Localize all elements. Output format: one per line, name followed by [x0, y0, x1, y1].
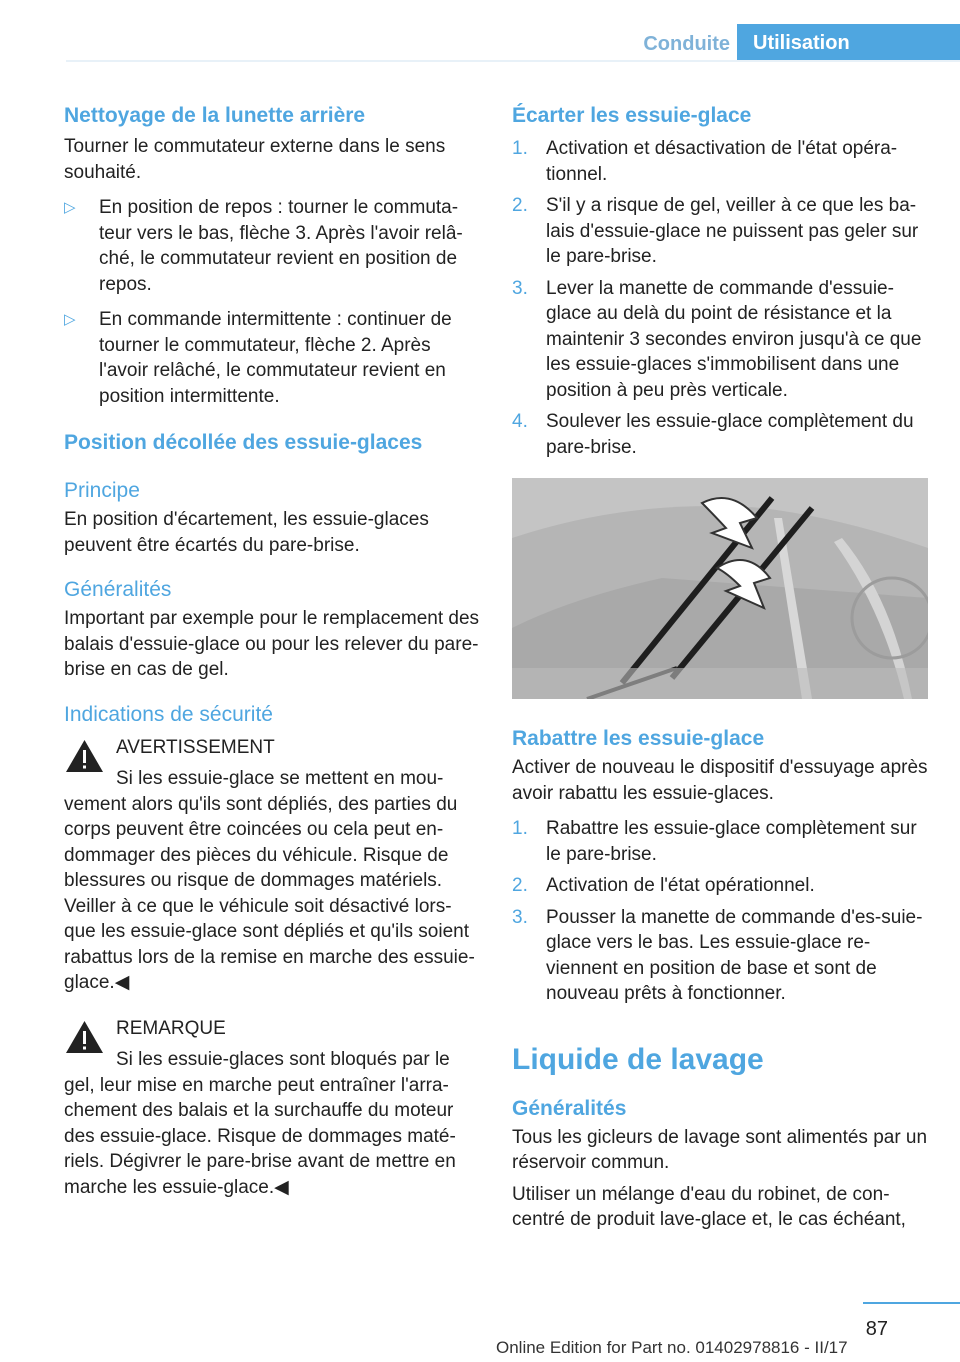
step-text: Activation de l'état opérationnel.	[546, 875, 815, 896]
step-number: 2.	[512, 195, 528, 216]
paragraph: Tourner le commutateur externe dans le sens souhaité.	[64, 136, 446, 183]
paragraph: En position d'écartement, les essuie-glaces peuvent être écartés du pare-brise.	[64, 509, 429, 556]
list-item	[64, 307, 480, 409]
step-number: 2.	[512, 875, 528, 896]
chapter-title-liquide: Liquide de lavage	[512, 1042, 764, 1076]
wiper-illustration	[512, 478, 928, 699]
step-text: Soulever les essuie-glace complètement du pare-brise.	[546, 411, 914, 458]
paragraph: Tous les gicleurs de lavage sont alimentés par un réservoir commun.	[512, 1126, 928, 1173]
paragraph: Important par exemple pour le remplacement des balais d'essuie-glace ou pour les relever du pare-brise en cas de gel.	[64, 608, 480, 680]
triangle-bullet-icon: ▷	[64, 311, 76, 328]
footer-rule	[863, 1302, 960, 1304]
paragraph: Utiliser un mélange d'eau du robinet, de con-centré de produit lave-glace et, le cas échéant,	[512, 1183, 906, 1230]
step-text: S'il y a risque de gel, veiller à ce que les ba-lais d'essuie-glace ne puissent pas geler sur le pare-brise.	[546, 195, 919, 267]
wiper-raised-image	[512, 478, 928, 699]
list-item	[512, 193, 930, 270]
warning-triangle-icon	[64, 737, 105, 775]
notice-block	[64, 1016, 480, 1201]
list-item	[512, 136, 930, 187]
step-text: Rabattre les essuie-glace complètement sur le pare-brise.	[546, 818, 917, 865]
triangle-bullet-icon: ▷	[64, 199, 76, 216]
paragraph: Activer de nouveau le dispositif d'essuyage après avoir rabattu les essuie-glaces.	[512, 757, 928, 804]
step-number: 1.	[512, 138, 528, 159]
edition-text: Online Edition for Part no. 01402978816 - II/17	[496, 1338, 848, 1357]
warning-title: AVERTISSEMENT	[116, 736, 275, 758]
warning-triangle-icon	[64, 1018, 105, 1056]
section-title-lunette: Nettoyage de la lunette arrière	[64, 104, 366, 127]
list-item	[512, 816, 930, 867]
notice-title: REMARQUE	[116, 1017, 226, 1039]
section-title-rabattre: Rabattre les essuie-glace	[512, 727, 765, 750]
list-item-text: En position de repos : tourner le commuta-teur vers le bas, flèche 3. Après l'avoir relâ-ché, le commutateur revient en position de repos.	[99, 197, 463, 295]
header-rule	[66, 60, 960, 62]
header-tab-conduite: Conduite	[643, 33, 730, 55]
list-item	[512, 276, 930, 404]
section-title-position-decollee: Position décollée des essuie-glaces	[64, 431, 423, 454]
page-number: 87	[865, 1318, 888, 1340]
list-item	[512, 873, 930, 899]
warning-block	[64, 735, 480, 996]
subsection-title-principe: Principe	[64, 479, 140, 502]
step-number: 4.	[512, 411, 528, 432]
step-text: Lever la manette de commande d'essuie-glace au delà du point de résistance et la maintenir 3 secondes environ jusqu'à ce que les essuie-glaces s'immobilisent dans une position à peu près verticale.	[546, 277, 922, 401]
step-number: 3.	[512, 906, 528, 928]
subsection-title-generalites: Généralités	[64, 578, 172, 601]
header-tab-utilisation: Utilisation	[737, 24, 960, 62]
list-item	[512, 905, 930, 1007]
step-number: 3.	[512, 277, 528, 299]
subsection-title-generalites-2: Généralités	[512, 1096, 627, 1120]
right-column	[512, 100, 930, 1233]
subsection-title-securite: Indications de sécurité	[64, 702, 273, 726]
warning-text: Si les essuie-glace se mettent en mou-vement alors qu'ils sont dépliés, des parties du corps peuvent être coincées ou cela peut en-dommager des pièces du véhicule. Risque de blessures ou risque de dommages matériels. Veiller à ce que le véhicule soit désactivé lors-que les essuie-glace sont dépliés et qu'ils soient rabattus lors de la remise en marche des essuie-glace.◀	[64, 768, 475, 993]
left-column	[64, 100, 480, 1200]
step-text: Pousser la manette de commande d'es-suie-glace vers le bas. Les essuie-glace re-viennent en position de base et sont de nouveau prêts à fonctionner.	[546, 906, 923, 1004]
section-title-ecarter: Écarter les essuie-glace	[512, 104, 752, 127]
list-item	[64, 195, 480, 297]
step-text: Activation et désactivation de l'état opéra-tionnel.	[546, 138, 898, 185]
list-item-text: En commande intermittente : continuer de tourner le commutateur, flèche 2. Après l'avoir relâché, le commutateur revient en position intermittente.	[99, 309, 452, 407]
step-number: 1.	[512, 818, 528, 839]
list-item	[512, 409, 930, 460]
notice-text: Si les essuie-glaces sont bloqués par le gel, leur mise en marche peut entraîner l'arra-chement des balais et la surchauffe du moteur des essuie-glace. Risque de dommages maté-riels. Dégivrer le pare-brise avant de mettre en marche les essuie-glace.◀	[64, 1049, 456, 1198]
